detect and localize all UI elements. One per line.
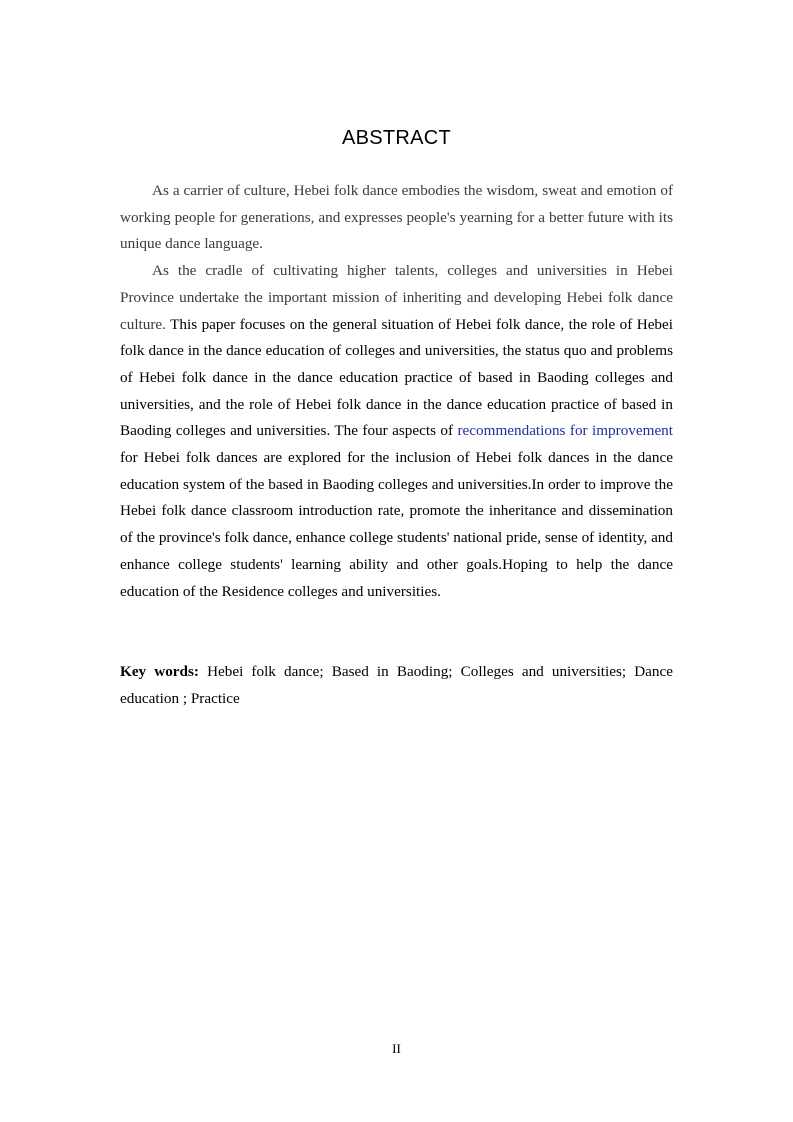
abstract-body bbox=[120, 178, 673, 605]
keywords-line bbox=[120, 659, 673, 712]
keywords-list: Hebei folk dance; Based in Baoding; Colleges and universities; Dance education ; Practice bbox=[120, 663, 673, 707]
abstract-paragraph-2 bbox=[120, 258, 673, 605]
abstract-title: ABSTRACT bbox=[341, 127, 452, 149]
page-number: II bbox=[392, 1041, 401, 1056]
paragraph-2-conclusion: for Hebei folk dances are explored for the inclusion of Hebei folk dances in the dance education system of the based in Baoding colleges and universities.In order to improve the Hebei folk dance classroom introduction rate, promote the inheritance and dissemination of the province's folk dance, enhance college students' national pride, sense of identity, and enhance college students' learning ability and other goals.Hoping to help the dance education of the Residence colleges and universities. bbox=[120, 449, 673, 600]
recommendations-link[interactable]: recommendations for improvement bbox=[457, 422, 673, 440]
keywords-block bbox=[120, 659, 673, 712]
paragraph-2-intro: As the cradle of cultivating higher talents, colleges and universities in Hebei Province undertake the important mission of inheriting and developing Hebei folk dance culture. bbox=[120, 262, 673, 333]
paragraph-2-main: This paper focuses on the general situation of Hebei folk dance, the role of Hebei folk dance in the dance education of colleges and universities, the status quo and problems of Hebei folk dance in the dance education practice of based in Baoding colleges and universities, and the role of Hebei folk dance in the dance education practice of based in Baoding colleges and universities. The four aspects of bbox=[120, 315, 673, 440]
abstract-paragraph-1: As a carrier of culture, Hebei folk dance embodies the wisdom, sweat and emotion of working people for generations, and expresses people's yearning for a better future with its unique dance language. bbox=[120, 182, 673, 253]
keywords-label: Key words: bbox=[120, 663, 199, 680]
